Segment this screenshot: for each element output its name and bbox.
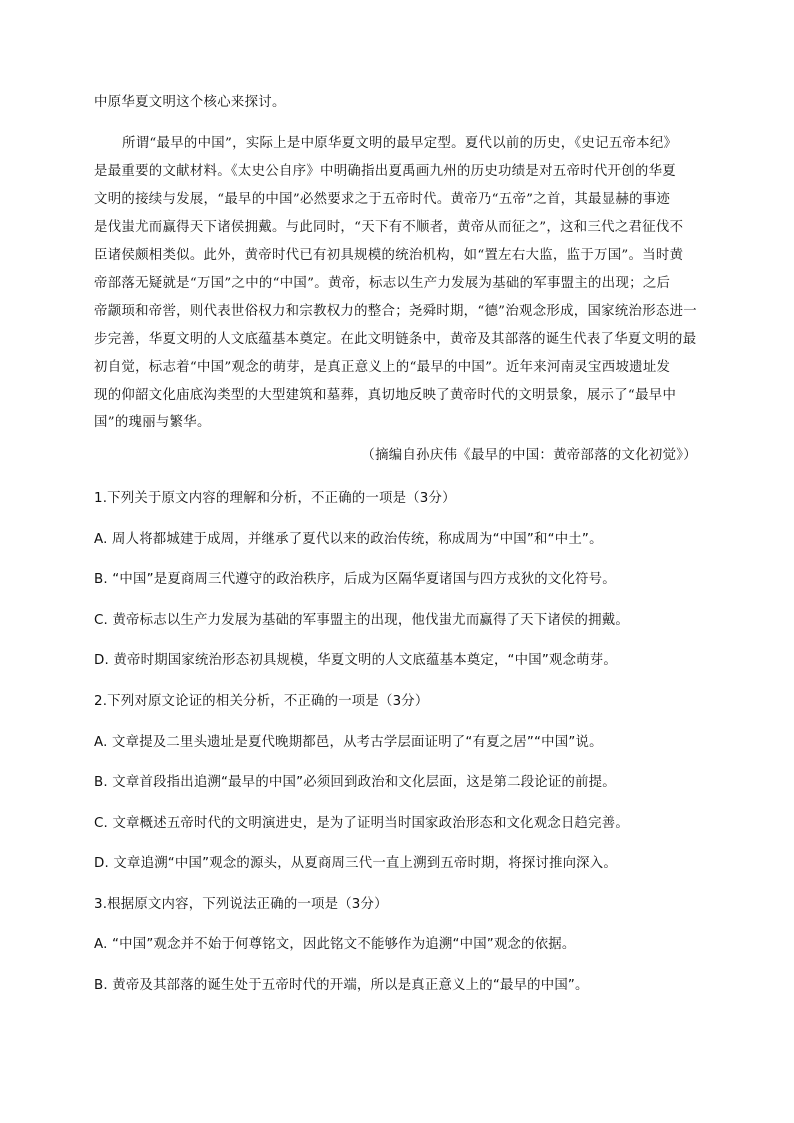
- question-stem: 3.根据原文内容，下列说法正确的一项是（3分）: [94, 897, 388, 912]
- paragraph-line: 所谓“最早的中国”，实际上是中原华夏文明的最早定型。夏代以前的历史，《史记五帝本纪》: [122, 136, 678, 151]
- question-stem: 1.下列关于原文内容的理解和分析，不正确的一项是（3分）: [94, 491, 456, 506]
- passage-continuation: 中原华夏文明这个核心来探讨。: [94, 95, 286, 110]
- question-option: A. “中国”观念并不始于何尊铭文，因此铭文不能够作为追溯“中国”观念的依据。: [94, 937, 576, 952]
- paragraph-line: 国”的瑰丽与繁华。: [94, 415, 211, 430]
- question-stem: 2.下列对原文论证的相关分析，不正确的一项是（3分）: [94, 694, 429, 709]
- paragraph-line: 现的仰韶文化庙底沟类型的大型建筑和墓葬，真切地反映了黄帝时代的文明景象，展示了“最早中: [94, 388, 677, 403]
- question-option: A. 文章提及二里头遗址是夏代晚期都邑，从考古学层面证明了“有夏之居”“中国”说。: [94, 735, 603, 750]
- paragraph-line: 文明的接续与发展，“最早的中国”必然要求之于五帝时代。黄帝乃“五帝”之首，其最显赫的事迹: [94, 192, 671, 207]
- question-option: B. 黄帝及其部落的诞生处于五帝时代的开端，所以是真正意义上的“最早的中国”。: [94, 978, 589, 993]
- passage-source: （摘编自孙庆伟《最早的中国：黄帝部落的文化初觉》）: [361, 448, 697, 463]
- paragraph-line: 是最重要的文献材料。《太史公自序》中明确指出夏禹画九州的历史功绩是对五帝时代开创的华夏: [94, 164, 676, 179]
- question-option: D. 文章追溯“中国”观念的源头，从夏商周三代一直上溯到五帝时期，将探讨推向深入。: [94, 856, 617, 871]
- question-option: C. 文章概述五帝时代的文明演进史，是为了证明当时国家政治形态和文化观念日趋完善。: [94, 816, 629, 831]
- question-option: C. 黄帝标志以生产力发展为基础的军事盟主的出现，他伐蚩尤而赢得了天下诸侯的拥戴。: [94, 613, 629, 628]
- paragraph-line: 帝部落无疑就是“万国”之中的“中国”。黄帝，标志以生产力发展为基础的军事盟主的出现；之后: [94, 276, 671, 291]
- paragraph-line: 步完善，华夏文明的人文底蕴基本奠定。在此文明链条中，黄帝及其部落的诞生代表了华夏文明的最: [94, 332, 697, 347]
- question-option: D. 黄帝时期国家统治形态初具规模，华夏文明的人文底蕴基本奠定，“中国”观念萌芽。: [94, 653, 617, 668]
- paragraph-line: 初自觉，标志着“中国”观念的萌芽，是真正意义上的“最早的中国”。近年来河南灵宝西坡遗址发: [94, 360, 671, 375]
- paragraph-line: 是伐蚩尤而赢得天下诸侯拥戴。与此同时，“天下有不顺者，黄帝从而征之”，这和三代之君征伐不: [94, 220, 684, 235]
- question-option: B. “中国”是夏商周三代遵守的政治秩序，后成为区隔华夏诸国与四方戎狄的文化符号。: [94, 572, 616, 587]
- question-option: B. 文章首段指出追溯“最早的中国”必须回到政治和文化层面，这是第二段论证的前提。: [94, 775, 616, 790]
- paragraph-line: 帝颛顼和帝喾，则代表世俗权力和宗教权力的整合；尧舜时期，“德”治观念形成，国家统治形态进一: [94, 304, 697, 319]
- paragraph-line: 臣诸侯颇相类似。此外，黄帝时代已有初具规模的统治机构，如“置左右大监，监于万国”。当时黄: [94, 248, 684, 263]
- question-option: A. 周人将都城建于成周，并继承了夏代以来的政治传统，称成周为“中国”和“中土”。: [94, 532, 603, 547]
